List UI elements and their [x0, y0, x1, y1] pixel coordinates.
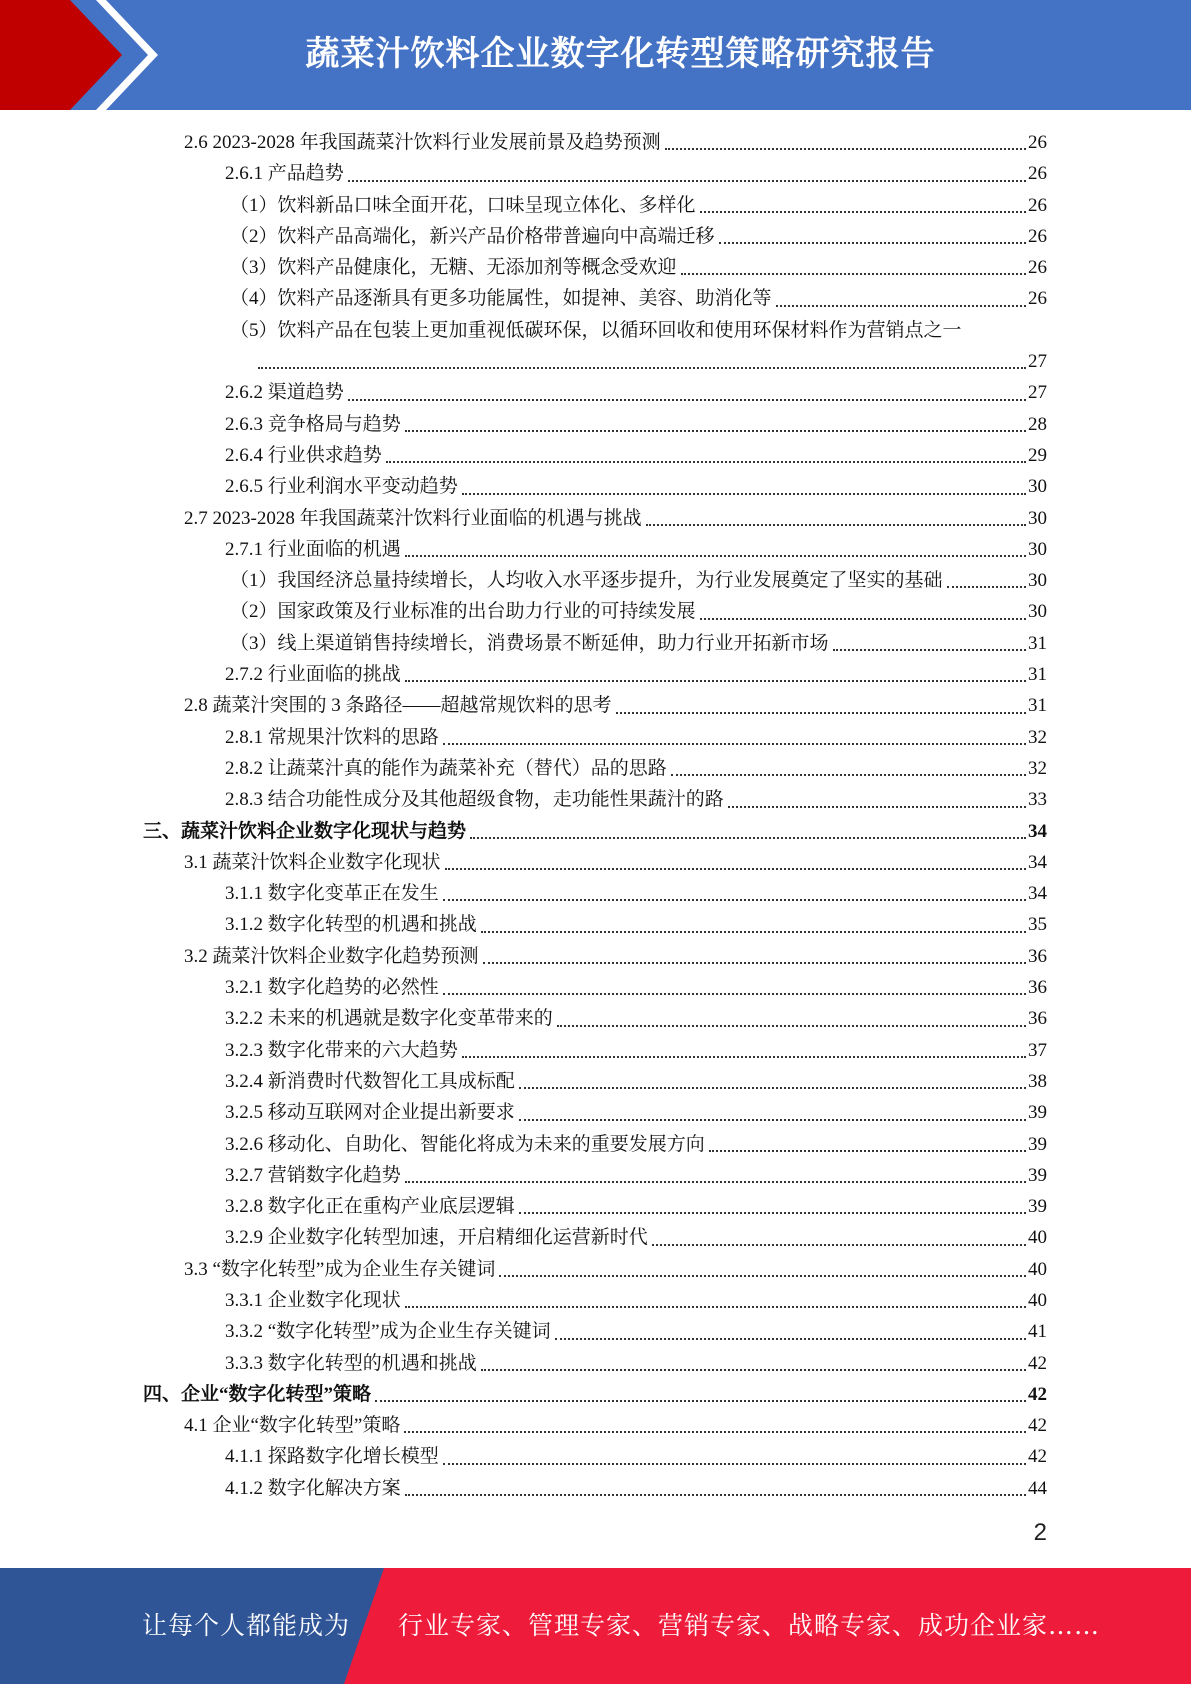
toc-entry[interactable] — [0, 409, 1191, 440]
toc-entry-title: 4.1.2 数字化解决方案 — [225, 1477, 401, 1499]
toc-entry-title: 2.8.2 让蔬菜汁真的能作为蔬菜补充（替代）品的思路 — [225, 757, 667, 779]
toc-entry[interactable] — [0, 440, 1191, 471]
toc-entry[interactable] — [0, 1003, 1191, 1034]
toc-entry-title: 2.6 2023-2028 年我国蔬菜汁饮料行业发展前景及趋势预测 — [184, 132, 661, 153]
toc-entry-title: 4.1.1 探路数字化增长模型 — [225, 1446, 439, 1468]
dot-leader — [719, 242, 1026, 244]
dot-leader — [405, 1306, 1026, 1308]
toc-entry-title: （2）饮料产品高端化，新兴产品价格带普遍向中高端迁移 — [230, 225, 715, 247]
dot-leader — [443, 1463, 1026, 1465]
footer-banner — [0, 1568, 1191, 1684]
footer-slogan-left: 让每个人都能成为 — [142, 1611, 351, 1640]
toc-entry[interactable] — [0, 1191, 1191, 1222]
dot-leader — [519, 1212, 1026, 1214]
toc-entry-page: 31 — [1028, 632, 1047, 654]
toc-entry[interactable] — [0, 816, 1191, 847]
toc-entry[interactable] — [0, 534, 1191, 565]
toc-entry[interactable] — [0, 1254, 1191, 1285]
dot-leader — [616, 712, 1026, 714]
dot-leader — [728, 806, 1026, 808]
toc-entry[interactable] — [0, 1441, 1191, 1472]
toc-entry-page: 40 — [1028, 1258, 1047, 1280]
toc-entry[interactable] — [0, 377, 1191, 408]
dot-leader — [481, 931, 1026, 933]
toc-entry-title: 2.6.5 行业利润水平变动趋势 — [225, 476, 458, 498]
toc-entry-title: 2.6.2 渠道趋势 — [225, 382, 344, 404]
toc-entry[interactable] — [0, 471, 1191, 502]
toc-entry-title: 2.7.2 行业面临的挑战 — [225, 664, 401, 686]
toc-entry-page: 31 — [1028, 664, 1047, 686]
toc-entry-title: 3.3.2 “数字化转型”成为企业生存关键词 — [225, 1321, 551, 1343]
dot-leader — [258, 367, 1026, 369]
toc-entry-page: 36 — [1028, 1008, 1047, 1030]
toc-entry[interactable] — [0, 690, 1191, 721]
toc-entry-title: 2.7.1 行业面临的机遇 — [225, 538, 401, 560]
dot-leader — [445, 868, 1026, 870]
toc-entry-title: 3.3.1 企业数字化现状 — [225, 1289, 401, 1311]
toc-entry-title: 3.1 蔬菜汁饮料企业数字化现状 — [184, 851, 441, 873]
toc-entry-page: 26 — [1028, 163, 1047, 185]
toc-entry[interactable] — [0, 252, 1191, 283]
toc-entry-page: 34 — [1028, 851, 1047, 873]
toc-entry-title: （4）饮料产品逐渐具有更多功能属性，如提神、美容、助消化等 — [230, 288, 772, 310]
toc-entry-title: 3.2.3 数字化带来的六大趋势 — [225, 1039, 458, 1061]
toc-entry-page: 40 — [1028, 1289, 1047, 1311]
toc-entry[interactable] — [0, 628, 1191, 659]
dot-leader — [405, 680, 1026, 682]
toc-entry-title: （2）国家政策及行业标准的出台助力行业的可持续发展 — [230, 601, 696, 623]
dot-leader — [405, 430, 1026, 432]
dot-leader — [470, 837, 1026, 839]
toc-entry-page: 41 — [1028, 1321, 1047, 1343]
toc-entry-title: 2.7 2023-2028 年我国蔬菜汁饮料行业面临的机遇与挑战 — [184, 507, 642, 529]
toc-entry-page: 42 — [1028, 1415, 1047, 1437]
toc-entry-page: 33 — [1028, 789, 1047, 811]
toc-entry-title: 3.2.8 数字化正在重构产业底层逻辑 — [225, 1196, 515, 1218]
dot-leader — [386, 461, 1026, 463]
toc-entry-page: 42 — [1028, 1446, 1047, 1468]
toc-entry-title: 2.8.3 结合功能性成分及其他超级食物，走功能性果蔬汁的路 — [225, 789, 724, 811]
toc-entry-page: 39 — [1028, 1133, 1047, 1155]
toc-entry[interactable] — [0, 1097, 1191, 1128]
toc-entry-page: 26 — [1028, 257, 1047, 279]
toc-entry[interactable] — [0, 722, 1191, 753]
footer-slogan-right: 行业专家、管理专家、营销专家、战略专家、成功企业家…… — [398, 1611, 1101, 1640]
toc-entry-page: 27 — [1028, 351, 1047, 373]
toc-entry-page: 44 — [1028, 1477, 1047, 1499]
toc-entry[interactable] — [0, 1316, 1191, 1347]
toc-entry[interactable] — [0, 1035, 1191, 1066]
toc-entry-page: 30 — [1028, 601, 1047, 623]
toc-entry-page: 39 — [1028, 1102, 1047, 1124]
toc-entry-page: 39 — [1028, 1164, 1047, 1186]
toc-entry[interactable] — [0, 565, 1191, 596]
dot-leader — [443, 993, 1026, 995]
toc-entry[interactable] — [0, 1473, 1191, 1504]
toc-entry-title: 3.2.9 企业数字化转型加速，开启精细化运营新时代 — [225, 1227, 648, 1249]
dot-leader — [555, 1338, 1026, 1340]
dot-leader — [375, 1400, 1026, 1402]
toc-entry-title: （1）饮料新品口味全面开花，口味呈现立体化、多样化 — [230, 194, 696, 216]
toc-entry[interactable] — [0, 1410, 1191, 1441]
dot-leader — [947, 586, 1026, 588]
dot-leader — [443, 743, 1026, 745]
toc-entry[interactable] — [0, 503, 1191, 534]
toc-entry[interactable] — [0, 941, 1191, 972]
toc-entry-title: 3.2 蔬菜汁饮料企业数字化趋势预测 — [184, 945, 479, 967]
toc-entry-page: 31 — [1028, 695, 1047, 717]
toc-entry-page: 35 — [1028, 914, 1047, 936]
toc-entry-page: 30 — [1028, 507, 1047, 529]
toc-entry[interactable] — [0, 190, 1191, 221]
dot-leader — [681, 273, 1026, 275]
toc-entry[interactable] — [0, 1066, 1191, 1097]
toc-entry-title: 三、蔬菜汁饮料企业数字化现状与趋势 — [143, 820, 467, 842]
dot-leader — [519, 1119, 1026, 1121]
toc-entry-page: 30 — [1028, 476, 1047, 498]
dot-leader — [481, 1369, 1026, 1371]
dot-leader — [776, 305, 1026, 307]
toc-entry[interactable] — [0, 1222, 1191, 1253]
dot-leader — [700, 211, 1026, 213]
toc-entry[interactable] — [0, 283, 1191, 314]
toc-entry-page: 42 — [1028, 1352, 1047, 1374]
toc-entry[interactable] — [0, 847, 1191, 878]
toc-entry-title: 2.6.3 竞争格局与趋势 — [225, 413, 401, 435]
toc-entry-title: （3）饮料产品健康化，无糖、无添加剂等概念受欢迎 — [230, 257, 677, 279]
toc-entry-page: 34 — [1028, 820, 1047, 842]
dot-leader — [443, 899, 1026, 901]
dot-leader — [348, 399, 1026, 401]
toc-entry-title: 3.3 “数字化转型”成为企业生存关键词 — [184, 1258, 496, 1280]
toc-entry-title: 3.2.1 数字化趋势的必然性 — [225, 977, 439, 999]
toc-entry-page: 38 — [1028, 1070, 1047, 1092]
page-number: 2 — [1033, 1519, 1047, 1546]
toc-entry[interactable] — [0, 909, 1191, 940]
dot-leader — [462, 1056, 1026, 1058]
toc-entry-title: 4.1 企业“数字化转型”策略 — [184, 1415, 401, 1437]
dot-leader — [557, 1025, 1026, 1027]
toc-entry[interactable] — [0, 1379, 1191, 1410]
toc-entry-title: 2.8 蔬菜汁突围的 3 条路径——超越常规饮料的思考 — [184, 695, 612, 717]
toc-entry[interactable] — [0, 784, 1191, 815]
toc-entry[interactable] — [0, 972, 1191, 1003]
dot-leader — [499, 1275, 1026, 1277]
toc-entry-title: 2.6.1 产品趋势 — [225, 163, 344, 185]
toc-entry[interactable] — [0, 315, 1191, 378]
toc-entry-page: 40 — [1028, 1227, 1047, 1249]
toc-entry[interactable] — [0, 158, 1191, 189]
toc-entry[interactable] — [0, 1285, 1191, 1316]
dot-leader — [652, 1244, 1026, 1246]
toc-entry[interactable] — [0, 127, 1191, 158]
header-banner — [0, 0, 1191, 110]
table-of-contents — [0, 127, 1191, 1504]
chevron-decoration-icon — [0, 0, 160, 110]
toc-entry-page: 26 — [1028, 225, 1047, 247]
dot-leader — [348, 180, 1026, 182]
dot-leader — [833, 649, 1026, 651]
toc-entry-title: 3.2.4 新消费时代数智化工具成标配 — [225, 1070, 515, 1092]
toc-entry-title: （3）线上渠道销售持续增长，消费场景不断延伸，助力行业开拓新市场 — [230, 632, 829, 654]
toc-entry-page: 32 — [1028, 726, 1047, 748]
toc-entry[interactable] — [0, 596, 1191, 627]
toc-entry-title: 3.2.2 未来的机遇就是数字化变革带来的 — [225, 1008, 553, 1030]
toc-entry-title: 四、企业“数字化转型”策略 — [143, 1383, 372, 1405]
toc-entry[interactable] — [0, 1129, 1191, 1160]
dot-leader — [671, 774, 1026, 776]
dot-leader — [665, 148, 1026, 150]
toc-entry[interactable] — [0, 1160, 1191, 1191]
toc-entry[interactable] — [0, 659, 1191, 690]
toc-entry[interactable] — [0, 753, 1191, 784]
dot-leader — [462, 493, 1026, 495]
dot-leader — [405, 1494, 1026, 1496]
toc-entry-page: 26 — [1028, 132, 1047, 153]
toc-entry-page: 39 — [1028, 1196, 1047, 1218]
toc-entry-title: 3.1.1 数字化变革正在发生 — [225, 883, 439, 905]
toc-entry-title: 3.2.7 营销数字化趋势 — [225, 1164, 401, 1186]
toc-entry-page: 36 — [1028, 977, 1047, 999]
toc-entry-page: 27 — [1028, 382, 1047, 404]
toc-entry-title: （1）我国经济总量持续增长，人均收入水平逐步提升，为行业发展奠定了坚实的基础 — [230, 570, 943, 592]
toc-entry-page: 37 — [1028, 1039, 1047, 1061]
toc-entry[interactable] — [0, 221, 1191, 252]
dot-leader — [709, 1150, 1026, 1152]
toc-entry[interactable] — [0, 1348, 1191, 1379]
toc-entry-title: 3.2.6 移动化、自助化、智能化将成为未来的重要发展方向 — [225, 1133, 705, 1155]
toc-entry-page: 26 — [1028, 288, 1047, 310]
toc-entry-title: 3.3.3 数字化转型的机遇和挑战 — [225, 1352, 477, 1374]
toc-entry-page: 26 — [1028, 194, 1047, 216]
document-title: 蔬菜汁饮料企业数字化转型策略研究报告 — [305, 34, 936, 74]
toc-entry-title: 2.8.1 常规果汁饮料的思路 — [225, 726, 439, 748]
toc-entry-page: 28 — [1028, 413, 1047, 435]
dot-leader — [646, 524, 1026, 526]
dot-leader — [405, 555, 1026, 557]
toc-entry-title: 3.2.5 移动互联网对企业提出新要求 — [225, 1102, 515, 1124]
toc-entry-page: 30 — [1028, 570, 1047, 592]
dot-leader — [519, 1087, 1026, 1089]
toc-entry-page: 32 — [1028, 757, 1047, 779]
toc-entry-page: 36 — [1028, 945, 1047, 967]
dot-leader — [405, 1181, 1026, 1183]
toc-entry-page: 30 — [1028, 538, 1047, 560]
dot-leader — [404, 1431, 1026, 1433]
dot-leader — [483, 962, 1026, 964]
toc-entry-page: 29 — [1028, 444, 1047, 466]
toc-entry-title: 2.6.4 行业供求趋势 — [225, 444, 382, 466]
toc-entry-title: 3.1.2 数字化转型的机遇和挑战 — [225, 914, 477, 936]
toc-entry-title: （5）饮料产品在包装上更加重视低碳环保，以循环回收和使用环保材料作为营销点之一 — [230, 319, 962, 341]
dot-leader — [700, 618, 1026, 620]
toc-entry[interactable] — [0, 878, 1191, 909]
toc-entry-page: 34 — [1028, 883, 1047, 905]
toc-entry-page: 42 — [1028, 1383, 1047, 1405]
